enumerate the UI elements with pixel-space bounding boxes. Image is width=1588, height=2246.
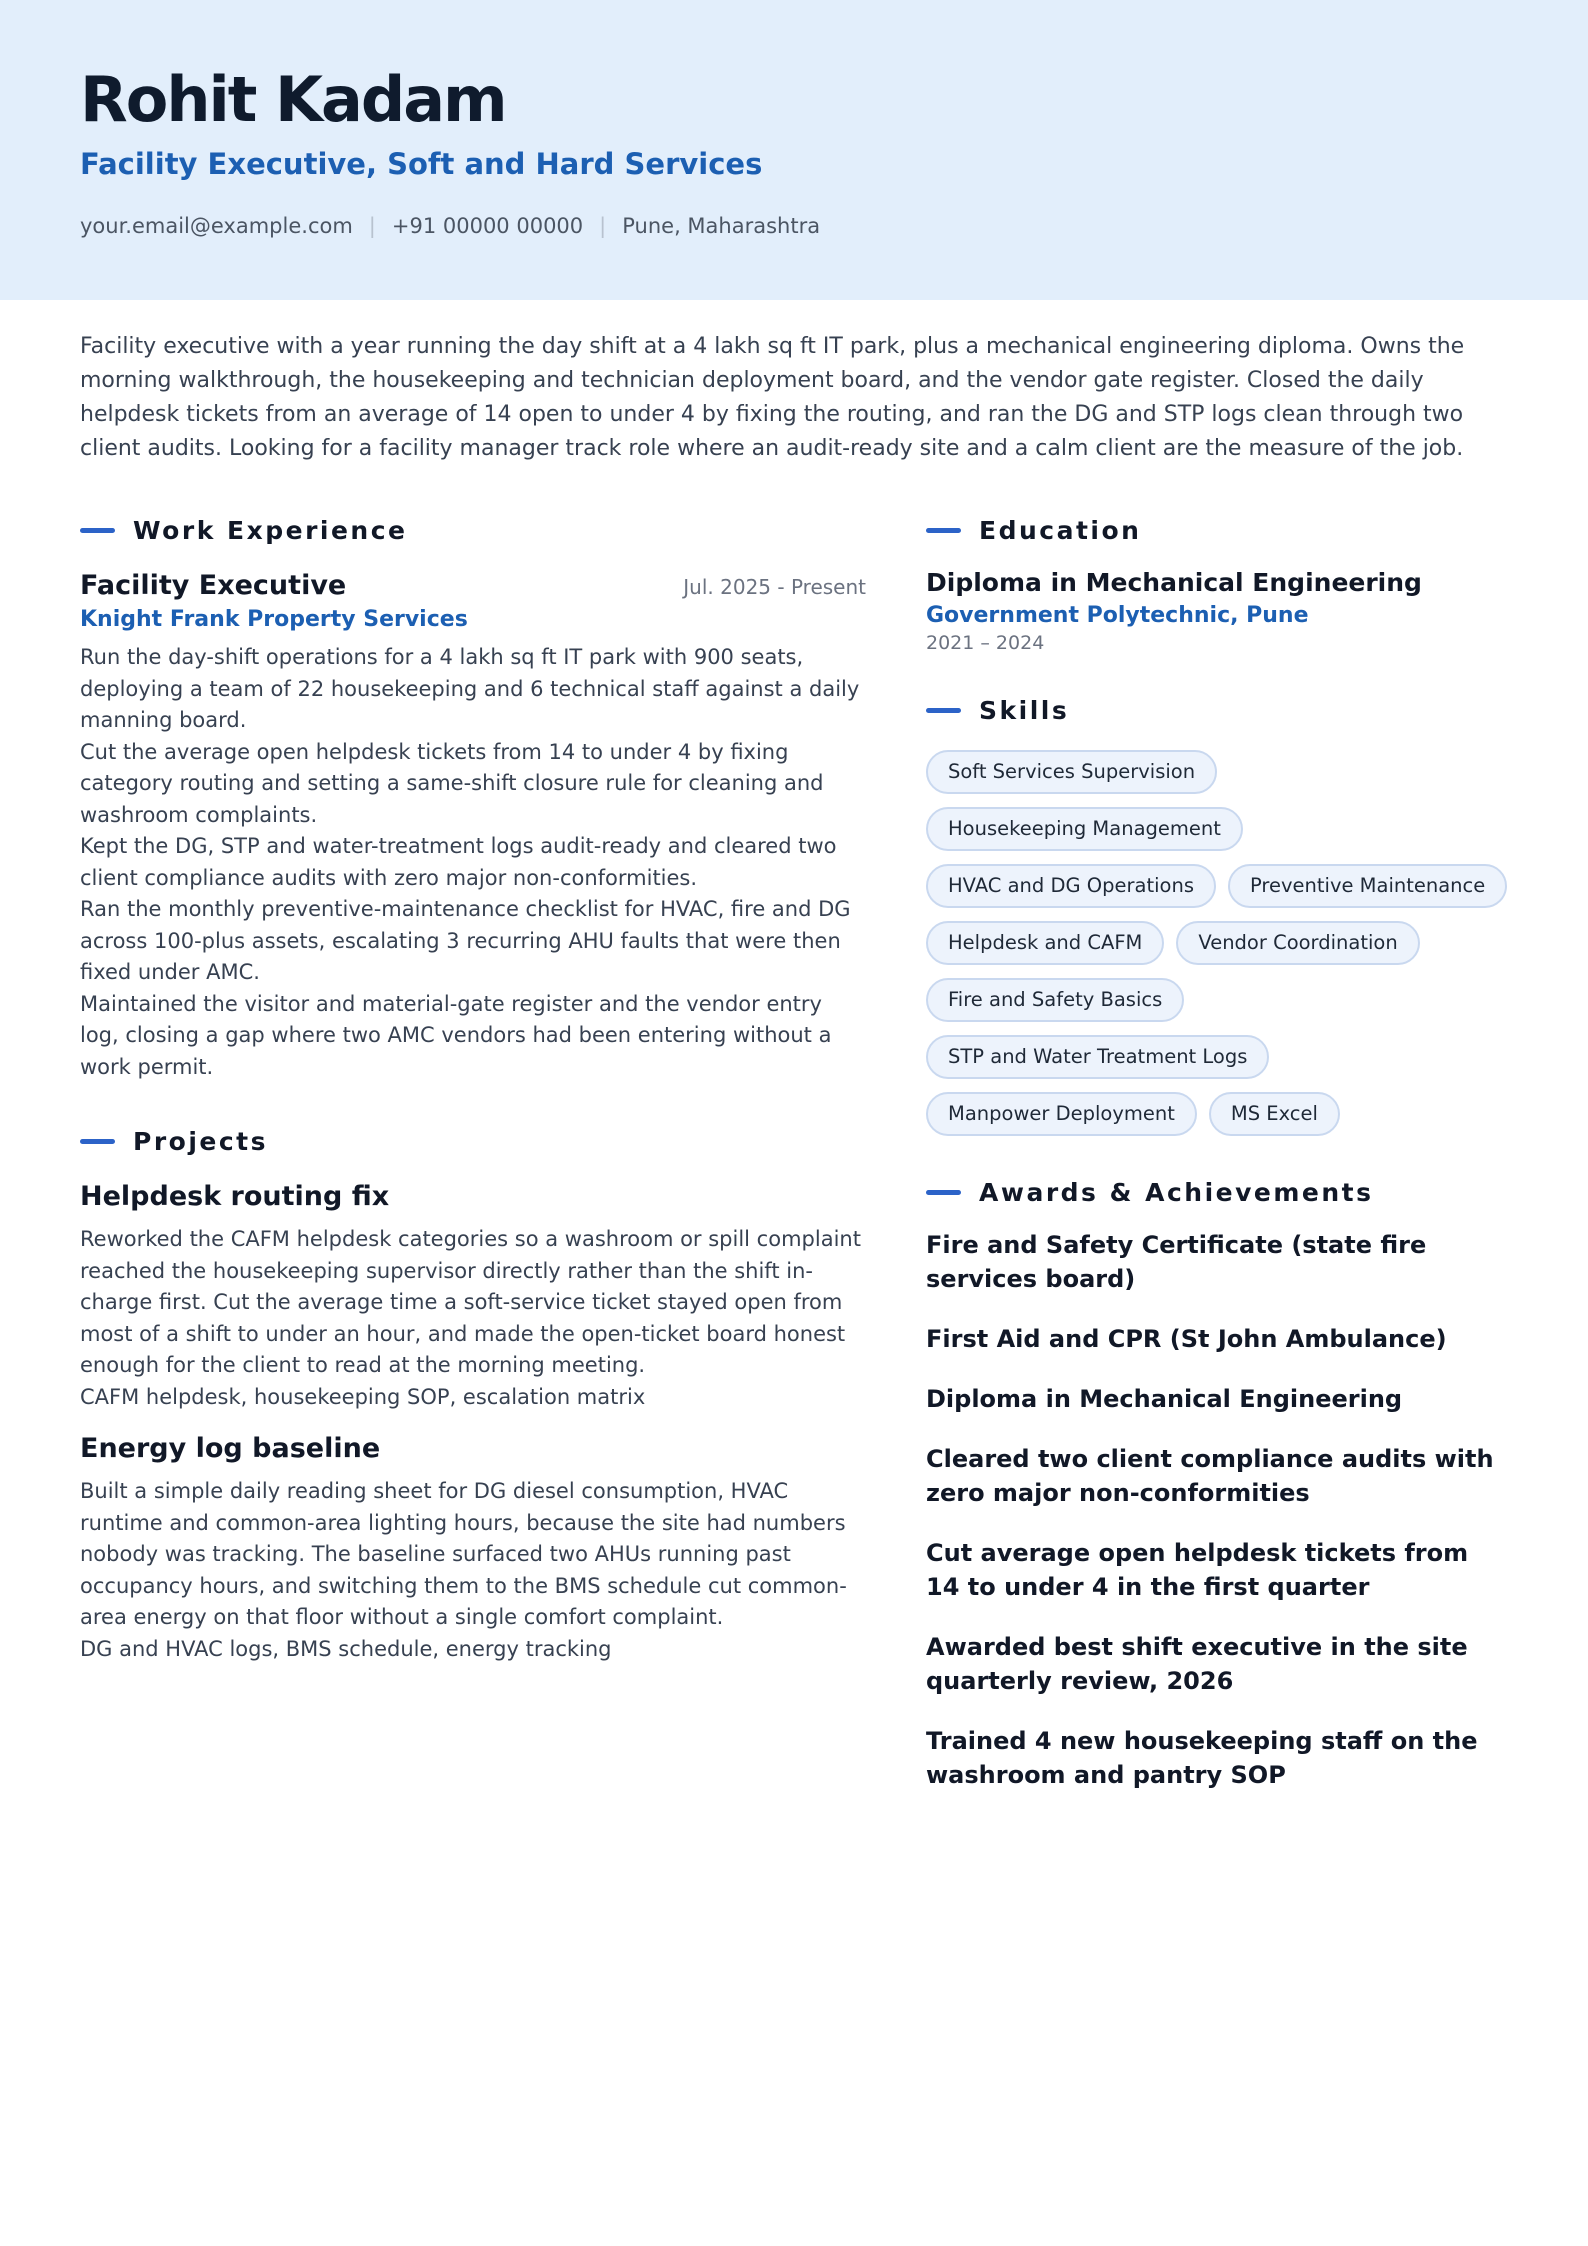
- contact-separator: |: [368, 214, 376, 238]
- section-heading-education: [926, 510, 1508, 550]
- resume-header: [0, 0, 1588, 300]
- award-item: Cut average open helpdesk tickets from 14 to under 4 in the first quarter: [926, 1539, 1469, 1601]
- project-title: Energy log baseline: [80, 1433, 381, 1464]
- job-title-row: [80, 570, 866, 601]
- job-company: Knight Frank Property Services: [80, 607, 468, 632]
- job-entry: [80, 570, 866, 1083]
- job-dates: Jul. 2025 - Present: [683, 575, 866, 599]
- contact-phone: +91 00000 00000: [391, 214, 584, 238]
- project-entry: [80, 1433, 866, 1665]
- contact-separator: |: [599, 214, 607, 238]
- award-item: Fire and Safety Certificate (state fire services board): [926, 1231, 1427, 1293]
- skill-chip: Manpower Deployment: [926, 1092, 1197, 1136]
- awards-list: [926, 1228, 1508, 1792]
- job-bullet: Cut the average open helpdesk tickets from 14 to under 4 by fixing category routing and setting a same-shift closure rule for cleaning and washroom complaints.: [80, 739, 824, 827]
- education-years: 2021 – 2024: [926, 632, 1045, 654]
- skill-chip: Housekeeping Management: [926, 807, 1243, 851]
- project-tools: CAFM helpdesk, housekeeping SOP, escalation matrix: [80, 1384, 646, 1409]
- section-heading-awards: [926, 1172, 1508, 1212]
- right-column: [926, 510, 1508, 1792]
- award-item: First Aid and CPR (St John Ambulance): [926, 1325, 1447, 1353]
- skill-chip: Soft Services Supervision: [926, 750, 1217, 794]
- contact-email: your.email@example.com: [80, 214, 353, 238]
- award-item: Cleared two client compliance audits with zero major non-conformities: [926, 1445, 1494, 1507]
- project-title: Helpdesk routing fix: [80, 1181, 390, 1212]
- candidate-headline: Facility Executive, Soft and Hard Services: [80, 147, 763, 181]
- section-title: Awards & Achievements: [979, 1177, 1374, 1207]
- job-bullet: Ran the monthly preventive-maintenance checklist for HVAC, fire and DG across 100-plus assets, escalating 3 recurring AHU faults that were then fixed under AMC.: [80, 897, 851, 984]
- section-heading-skills: [926, 690, 1508, 730]
- contact-line: [80, 214, 1508, 238]
- award-item: Trained 4 new housekeeping staff on the washroom and pantry SOP: [926, 1727, 1478, 1789]
- award-item: Awarded best shift executive in the site quarterly review, 2026: [926, 1633, 1468, 1695]
- skill-chip: STP and Water Treatment Logs: [926, 1035, 1269, 1079]
- education-school: Government Polytechnic, Pune: [926, 603, 1309, 628]
- job-bullet-list: [80, 642, 866, 1083]
- section-accent-bar: [926, 1190, 961, 1195]
- project-entry: [80, 1181, 866, 1413]
- project-tools: DG and HVAC logs, BMS schedule, energy tracking: [80, 1636, 612, 1661]
- section-accent-bar: [926, 528, 961, 533]
- section-heading-experience: [80, 510, 866, 550]
- section-accent-bar: [80, 1139, 115, 1144]
- candidate-name: Rohit Kadam: [80, 63, 506, 136]
- job-bullet: Kept the DG, STP and water-treatment logs audit-ready and cleared two client compliance audits with zero major non-conformities.: [80, 834, 837, 890]
- section-title: Projects: [133, 1126, 269, 1156]
- section-title: Skills: [979, 695, 1070, 725]
- award-item: Diploma in Mechanical Engineering: [926, 1385, 1403, 1413]
- skill-chip: Helpdesk and CAFM: [926, 921, 1164, 965]
- job-bullet: Maintained the visitor and material-gate register and the vendor entry log, closing a gap where two AMC vendors had been entering without a work permit.: [80, 991, 832, 1079]
- education-degree: Diploma in Mechanical Engineering: [926, 568, 1422, 597]
- section-title: Education: [979, 515, 1142, 545]
- project-description: Built a simple daily reading sheet for DG diesel consumption, HVAC runtime and common-area lighting hours, because the site had numbers nobody was tracking. The baseline surfaced two AHUs running past occupancy hours, and switching them to the BMS schedule cut common-area energy on that floor without a single comfort complaint.: [80, 1479, 847, 1629]
- section-heading-projects: [80, 1121, 866, 1161]
- job-title: Facility Executive: [80, 570, 347, 601]
- skill-chip: Fire and Safety Basics: [926, 978, 1184, 1022]
- profile-summary: Facility executive with a year running the day shift at a 4 lakh sq ft IT park, plus a mechanical engineering diploma. Owns the morning walkthrough, the housekeeping and technician deployment board, and the vendor gate register. Closed the daily helpdesk tickets from an average of 14 open to under 4 by fixing the routing, and ran the DG and STP logs clean through two client audits. Looking for a facility manager track role where an audit-ready site and a calm client are the measure of the job.: [80, 334, 1465, 461]
- section-accent-bar: [926, 708, 961, 713]
- skill-chip: MS Excel: [1209, 1092, 1340, 1136]
- job-bullet: Run the day-shift operations for a 4 lakh sq ft IT park with 900 seats, deploying a team of 22 housekeeping and 6 technical staff against a daily manning board.: [80, 645, 860, 732]
- skill-chip: Preventive Maintenance: [1228, 864, 1507, 908]
- section-accent-bar: [80, 528, 115, 533]
- contact-location: Pune, Maharashtra: [622, 214, 821, 238]
- left-column: [80, 510, 866, 1665]
- skill-chip: HVAC and DG Operations: [926, 864, 1216, 908]
- section-title: Work Experience: [133, 515, 408, 545]
- skill-chip: Vendor Coordination: [1176, 921, 1419, 965]
- project-description: Reworked the CAFM helpdesk categories so a washroom or spill complaint reached the housekeeping supervisor directly rather than the shift in-charge first. Cut the average time a soft-service ticket stayed open from most of a shift to under an hour, and made the open-ticket board honest enough for the client to read at the morning meeting.: [80, 1227, 861, 1377]
- skills-list: [926, 750, 1508, 1136]
